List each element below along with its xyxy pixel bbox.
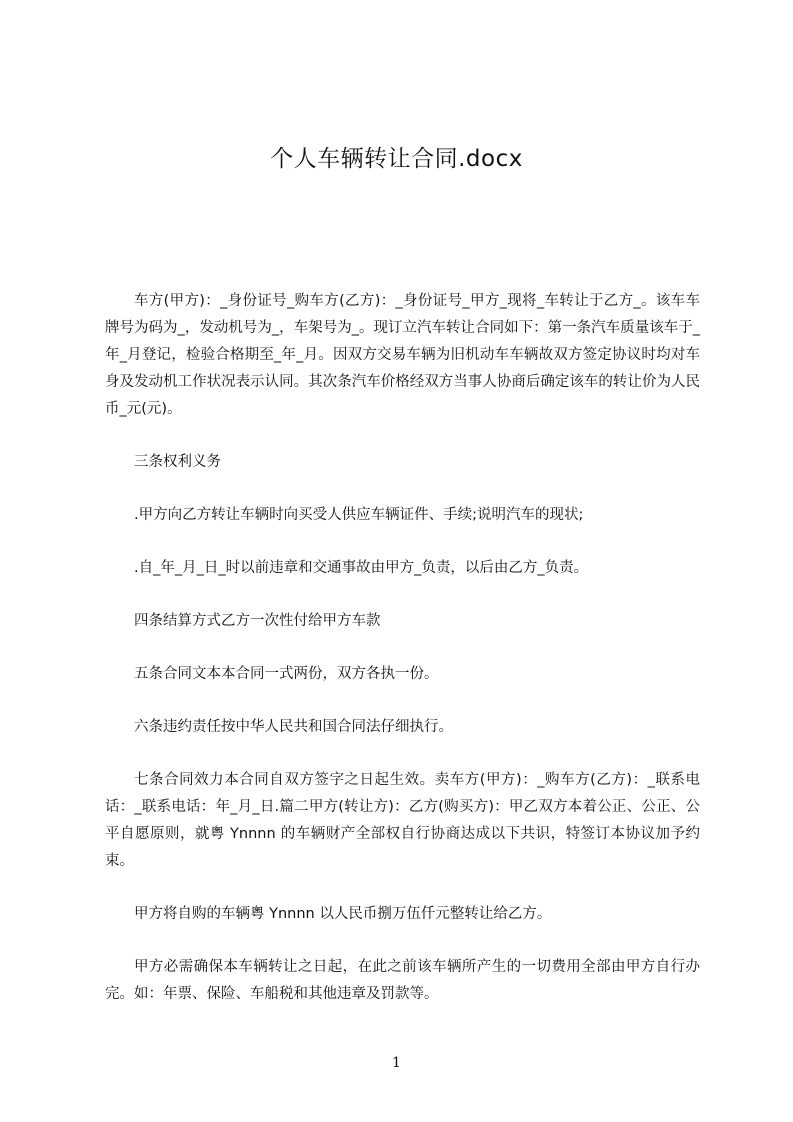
page-number: 1 [392,1055,401,1071]
document-title: 个人车辆转让合同.docx [270,146,523,172]
paragraph-article-4: 四条结算方式乙方一次性付给甲方车款 [134,613,381,629]
paragraph-article-6: 六条违约责任按中华人民共和国合同法仔细执行。 [134,719,453,735]
paragraph-article-3-heading: 三条权利义务 [134,454,221,470]
document-body [105,288,700,1008]
paragraph-transfer-price: 甲方将自购的车辆粤 Ynnnn 以人民币捌万伍仟元整转让给乙方。 [134,906,552,922]
paragraph-article-5: 五条合同文本本合同一式两份，双方各执一份。 [134,666,439,682]
paragraph-article-7-and-agreement: 七条合同效力本合同自双方签字之日起生效。卖车方(甲方)：_购车方(乙方)：_联系电话：_联系电话：年_月_日.篇二甲方(转让方)：乙方(购买方)：甲乙双方本着公正、公正、公平自愿原则，就粤 Ynnnn 的车辆财产全部权自行协商达成以下共识，特签订本协议加予约束。 [105,772,700,869]
paragraph-article-3-item-1: .甲方向乙方转让车辆时向买受人供应车辆证件、手续;说明汽车的现状; [134,507,584,523]
paragraph-article-3-item-2: .自_年_月_日_时以前违章和交通事故由甲方_负责，以后由乙方_负责。 [134,560,589,576]
paragraph-fees-responsibility: 甲方必需确保本车辆转让之日起，在此之前该车辆所产生的一切费用全部由甲方自行办完。如：年票、保险、车船税和其他违章及罚款等。 [105,959,700,1002]
paragraph-parties-and-vehicle: 车方(甲方)：_身份证号_购车方(乙方)：_身份证号_甲方_现将_车转让于乙方_。该车车牌号为码为_，发动机号为_，车架号为_。现订立汽车转让合同如下：第一条汽车质量该车于_年_月登记，检验合格期至_年_月。因双方交易车辆为旧机动车车辆故双方签定协议时均对车身及发动机工作状况表示认同。其次条汽车价格经双方当事人协商后确定该车的转让价为人民币_元(元)。 [105,293,700,417]
